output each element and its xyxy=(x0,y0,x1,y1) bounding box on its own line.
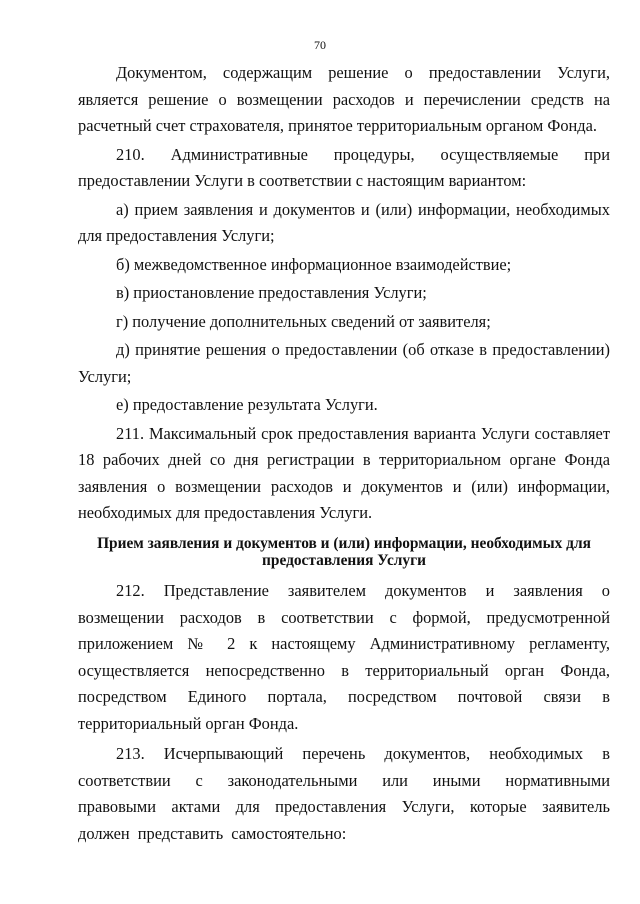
paragraph-decision-document: Документом, содержащим решение о предоставлении Услуги, является решение о возмещении расходов и перечислении средств на расчетный счет страхователя, принятое территориальным органом Фонда. xyxy=(78,63,610,135)
section-heading: Прием заявления и документов и (или) информации, необходимых для предоставления Услуги xyxy=(97,535,591,569)
document-body-continued xyxy=(78,578,610,847)
document-body xyxy=(78,60,610,527)
list-item-d: д) принятие решения о предоставлении (об отказе в предоставлении) Услуги; xyxy=(78,340,610,386)
paragraph-210: 210. Административные процедуры, осуществляемые при предоставлении Услуги в соответствии с настоящим вариантом: xyxy=(78,144,610,190)
paragraph-212: 212. Представление заявителем документов и заявления о возмещении расходов в соответствии с формой, предусмотренной приложением № 2 к настоящему Административному регламенту, осуществляется непосредственно в территориальный орган Фонда, посредством Единого портала, посредством почтовой связи в территориальный орган Фонда. xyxy=(78,581,610,733)
list-item-g: г) получение дополнительных сведений от заявителя; xyxy=(116,311,491,331)
paragraph-213: 213. Исчерпывающий перечень документов, необходимых в соответствии с законодательными или иными нормативными правовыми актами для предоставления Услуги, которые заявитель должен представить самостоятельно: xyxy=(78,744,610,843)
list-item-v: в) приостановление предоставления Услуги; xyxy=(116,283,427,302)
list-item-b: б) межведомственное информационное взаимодействие; xyxy=(116,254,512,274)
paragraph-211: 211. Максимальный срок предоставления варианта Услуги составляет 18 рабочих дней со дня регистрации в территориальном органе Фонда заявления о возмещении расходов и документов и (или) информации, необходимых для предоставления Услуги. xyxy=(78,423,610,522)
list-item-e: е) предоставление результата Услуги. xyxy=(116,395,378,414)
page-number: 70 xyxy=(314,38,326,52)
list-item-a: а) прием заявления и документов и (или) информации, необходимых для предоставления Услуги; xyxy=(78,199,610,245)
